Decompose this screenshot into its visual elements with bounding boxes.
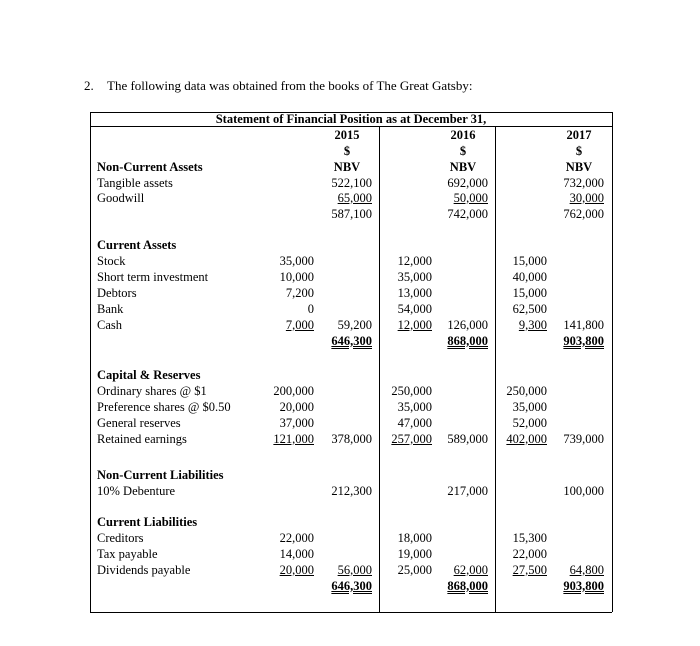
ca-heading: Current Assets (97, 238, 177, 252)
cl-2017-dividends: 27,500 (512, 563, 547, 577)
ca-2017-bank: 62,500 (512, 302, 547, 316)
cr-2016-subtotal: 589,000 (447, 432, 488, 446)
ca-2015-total: 646,300 (331, 334, 372, 348)
label-general-reserves: General reserves (97, 416, 181, 430)
year-2017: 2017 (566, 128, 592, 142)
nca-2016-total: 742,000 (447, 207, 488, 221)
label-retained-earnings: Retained earnings (97, 432, 187, 446)
cl-2015-tax: 14,000 (279, 547, 314, 561)
nca-2015-goodwill: 65,000 (337, 191, 372, 205)
cl-2017-creditors: 15,300 (512, 531, 547, 545)
nbv-2016: NBV (449, 160, 477, 174)
ca-2015-stock: 35,000 (279, 254, 314, 268)
label-short-term-investment: Short term investment (97, 270, 209, 284)
currency-2015: $ (343, 144, 351, 158)
ncl-heading: Non-Current Liabilities (97, 468, 224, 482)
ca-2016-subtotal: 126,000 (447, 318, 488, 332)
cl-2015-total: 646,300 (331, 579, 372, 593)
ca-2017-sti: 40,000 (512, 270, 547, 284)
label-debtors: Debtors (97, 286, 137, 300)
cr-2015-ordinary: 200,000 (273, 384, 314, 398)
cr-heading: Capital & Reserves (97, 368, 201, 382)
nbv-2017: NBV (565, 160, 593, 174)
nca-heading: Non-Current Assets (97, 160, 203, 174)
label-debenture: 10% Debenture (97, 484, 176, 498)
ncl-2015: 212,300 (331, 484, 372, 498)
ca-2017-total: 903,800 (563, 334, 604, 348)
ca-2015-subtotal: 59,200 (337, 318, 372, 332)
cr-2015-general: 37,000 (279, 416, 314, 430)
cr-2016-ordinary: 250,000 (391, 384, 432, 398)
ca-2016-bank: 54,000 (397, 302, 432, 316)
cl-2015-creditors: 22,000 (279, 531, 314, 545)
label-goodwill: Goodwill (97, 191, 145, 205)
cr-2015-subtotal: 378,000 (331, 432, 372, 446)
nca-2017-tangible: 732,000 (563, 176, 604, 190)
question-number: 2. (84, 78, 94, 93)
ca-2016-sti: 35,000 (397, 270, 432, 284)
label-creditors: Creditors (97, 531, 144, 545)
cl-2015-subtotal: 56,000 (337, 563, 372, 577)
cr-2015-retained: 121,000 (273, 432, 314, 446)
ca-2016-cash: 12,000 (397, 318, 432, 332)
label-ordinary-shares: Ordinary shares @ $1 (97, 384, 207, 398)
nca-2015-tangible: 522,100 (331, 176, 372, 190)
year-2015: 2015 (334, 128, 360, 142)
cl-2017-subtotal: 64,800 (569, 563, 604, 577)
cl-2017-total: 903,800 (563, 579, 604, 593)
ca-2016-stock: 12,000 (397, 254, 432, 268)
currency-2017: $ (575, 144, 583, 158)
ca-2017-subtotal: 141,800 (563, 318, 604, 332)
table-bottom-border (90, 612, 612, 613)
label-bank: Bank (97, 302, 124, 316)
label-stock: Stock (97, 254, 126, 268)
cr-2017-preference: 35,000 (512, 400, 547, 414)
cr-2017-ordinary: 250,000 (506, 384, 547, 398)
cr-2016-retained: 257,000 (391, 432, 432, 446)
ca-2016-debtors: 13,000 (397, 286, 432, 300)
ca-2017-stock: 15,000 (512, 254, 547, 268)
nca-2016-tangible: 692,000 (447, 176, 488, 190)
cl-2015-dividends: 20,000 (279, 563, 314, 577)
label-dividends-payable: Dividends payable (97, 563, 191, 577)
cr-2016-preference: 35,000 (397, 400, 432, 414)
currency-2016: $ (459, 144, 467, 158)
year-2016: 2016 (450, 128, 476, 142)
cr-2017-retained: 402,000 (506, 432, 547, 446)
nca-2017-total: 762,000 (563, 207, 604, 221)
nca-2015-total: 587,100 (331, 207, 372, 221)
ncl-2017: 100,000 (563, 484, 604, 498)
cr-2016-general: 47,000 (397, 416, 432, 430)
table-right-border (612, 112, 613, 612)
cr-2017-subtotal: 739,000 (563, 432, 604, 446)
table-left-border (90, 112, 91, 612)
ca-2015-sti: 10,000 (279, 270, 314, 284)
nbv-2015: NBV (333, 160, 361, 174)
ca-2015-bank: 0 (307, 302, 314, 316)
nca-2016-goodwill: 50,000 (453, 191, 488, 205)
cl-2016-total: 868,000 (447, 579, 488, 593)
cl-2017-tax: 22,000 (512, 547, 547, 561)
cr-2017-general: 52,000 (512, 416, 547, 430)
question-text: The following data was obtained from the books of The Great Gatsby: (107, 78, 473, 93)
ca-2015-cash: 7,000 (285, 318, 314, 332)
ca-2016-total: 868,000 (447, 334, 488, 348)
nca-2017-goodwill: 30,000 (569, 191, 604, 205)
ca-2017-cash: 9,300 (518, 318, 547, 332)
label-tax-payable: Tax payable (97, 547, 158, 561)
ncl-2016: 217,000 (447, 484, 488, 498)
cl-heading: Current Liabilities (97, 515, 198, 529)
cl-2016-tax: 19,000 (397, 547, 432, 561)
title-underline (90, 126, 612, 127)
ca-2017-debtors: 15,000 (512, 286, 547, 300)
label-cash: Cash (97, 318, 122, 332)
cl-2016-creditors: 18,000 (397, 531, 432, 545)
cl-2016-subtotal: 62,000 (453, 563, 488, 577)
label-preference-shares: Preference shares @ $0.50 (97, 400, 231, 414)
ca-2015-debtors: 7,200 (285, 286, 314, 300)
table-title: Statement of Financial Position as at December 31, (215, 112, 487, 126)
cl-2016-dividends: 25,000 (397, 563, 432, 577)
cr-2015-preference: 20,000 (279, 400, 314, 414)
label-tangible-assets: Tangible assets (97, 176, 173, 190)
